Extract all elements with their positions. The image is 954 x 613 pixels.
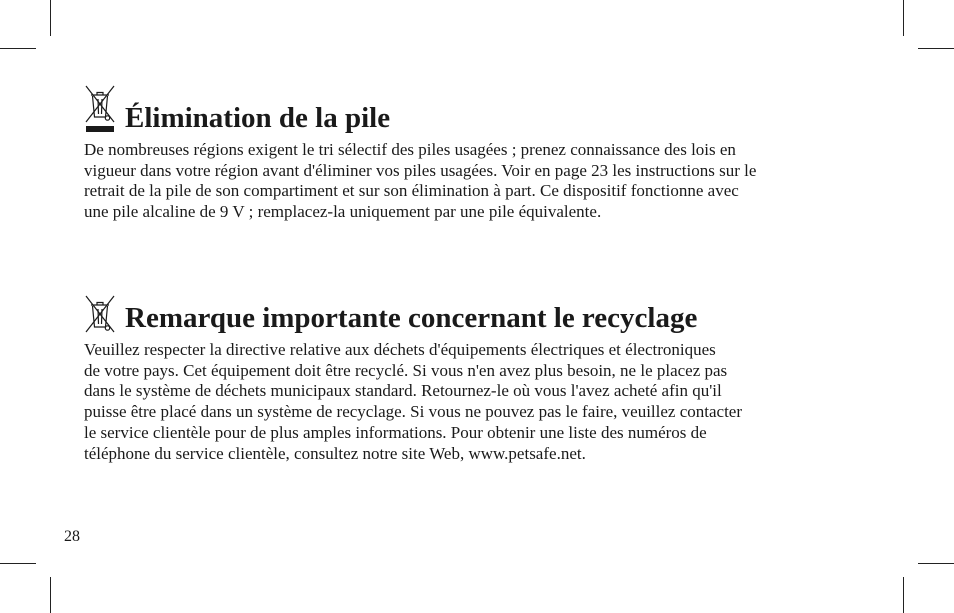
battery-disposal-section bbox=[84, 84, 884, 223]
body-line: retrait de la pile de son compartiment et sur son élimination à part. Ce dispositif fonctionne avec bbox=[84, 181, 739, 201]
section-heading bbox=[84, 294, 884, 334]
body-line: dans le système de déchets municipaux standard. Retournez-le où vous l'avez acheté afin qu'il bbox=[84, 381, 722, 401]
crossed-out-wheeled-bin-icon bbox=[84, 294, 116, 334]
page-number: 28 bbox=[64, 528, 80, 545]
section-body bbox=[84, 140, 884, 223]
section-title: Élimination de la pile bbox=[125, 102, 391, 134]
body-line: De nombreuses régions exigent le tri sélectif des piles usagées ; prenez connaissance des lois en bbox=[84, 140, 736, 159]
crop-mark-bottom-left-horizontal bbox=[0, 563, 36, 564]
recycling-notice-section bbox=[84, 294, 884, 464]
section-body bbox=[84, 340, 884, 464]
crop-mark-bottom-right-horizontal bbox=[918, 563, 954, 564]
body-line: vigueur dans votre région avant d'éliminer vos piles usagées. Voir en page 23 les instructions sur le bbox=[84, 160, 757, 180]
body-line: une pile alcaline de 9 V ; remplacez-la uniquement par une pile équivalente. bbox=[84, 202, 602, 222]
crop-mark-top-right-horizontal bbox=[918, 48, 954, 49]
crop-mark-top-left-horizontal bbox=[0, 48, 36, 49]
crossed-out-wheeled-bin-icon bbox=[84, 84, 116, 134]
body-line: puisse être placé dans un système de recyclage. Si vous ne pouvez pas le faire, veuillez contacter bbox=[84, 402, 743, 422]
body-line: de votre pays. Cet équipement doit être recyclé. Si vous n'en avez plus besoin, ne le placez pas bbox=[84, 360, 728, 380]
section-heading bbox=[84, 84, 884, 134]
crop-mark-bottom-left-vertical bbox=[50, 577, 51, 613]
crop-mark-top-left-vertical bbox=[50, 0, 51, 36]
crop-mark-bottom-right-vertical bbox=[903, 577, 904, 613]
section-title: Remarque importante concernant le recyclage bbox=[125, 302, 698, 334]
body-line: Veuillez respecter la directive relative aux déchets d'équipements électriques et électroniques bbox=[84, 340, 716, 359]
body-line: le service clientèle pour de plus amples informations. Pour obtenir une liste des numéros de bbox=[84, 422, 707, 442]
body-line: téléphone du service clientèle, consultez notre site Web, www.petsafe.net. bbox=[84, 443, 586, 463]
crop-mark-top-right-vertical bbox=[903, 0, 904, 36]
